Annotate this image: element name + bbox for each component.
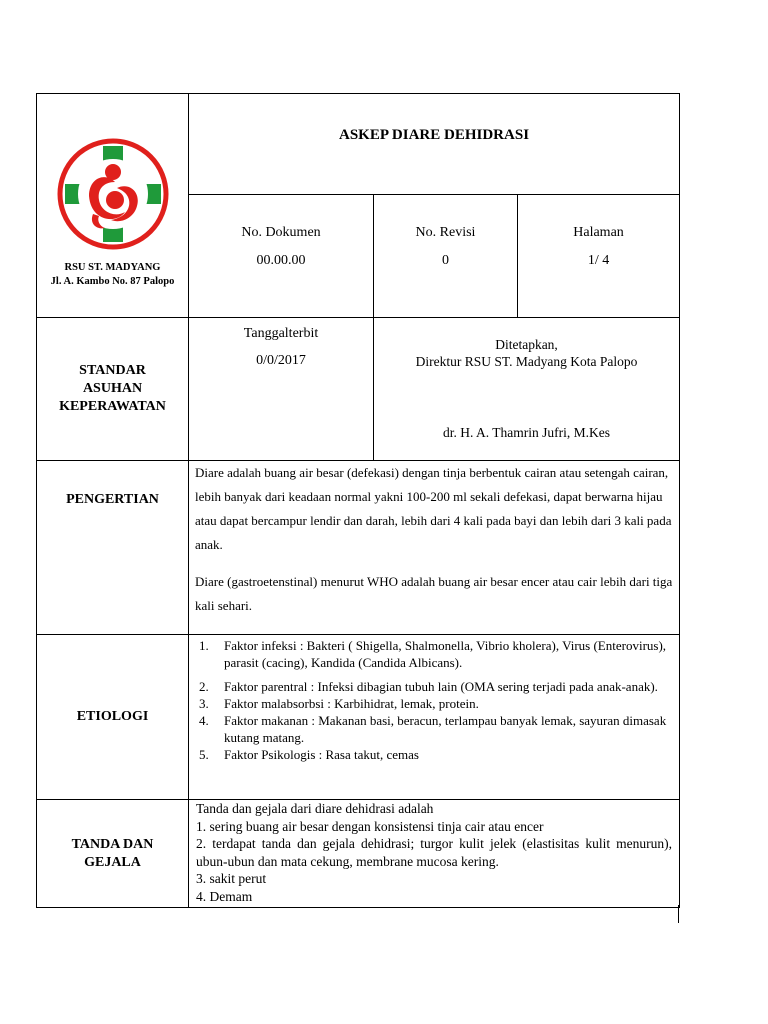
definition-paragraph: Diare (gastroetenstinal) menurut WHO adalah buang air besar encer atau cair lebih dari tiga kali sehari. <box>195 574 673 613</box>
approval-set-by: Ditetapkan, <box>495 337 558 352</box>
page-value: 1/ 4 <box>587 253 610 268</box>
definition-label-cell <box>37 461 189 635</box>
sop-table <box>36 93 680 908</box>
etiology-item-number: 3. <box>199 696 209 711</box>
etiology-content <box>189 635 680 800</box>
page-label: Halaman <box>573 225 624 240</box>
title-cell <box>189 94 680 195</box>
symptoms-intro: Tanda dan gejala dari diare dehidrasi adalah <box>196 801 434 816</box>
symptoms-label: TANDA DAN GEJALA <box>71 836 154 870</box>
symptoms-content <box>189 800 680 908</box>
etiology-item-text: Faktor parentral : Infeksi dibagian tubuh lain (OMA sering terjadi pada anak-anak). <box>224 679 658 694</box>
page-cell <box>518 195 680 318</box>
hospital-logo-cell <box>37 94 189 318</box>
etiology-item <box>197 637 673 671</box>
etiology-item-text: Faktor malabsorbsi : Karbihidrat, lemak, protein. <box>224 696 479 711</box>
issue-date-label: Tanggalterbit <box>243 326 319 341</box>
hospital-logo <box>37 138 188 255</box>
etiology-item-number: 5. <box>199 747 209 762</box>
revision-cell <box>374 195 518 318</box>
standard-label-cell <box>37 318 189 461</box>
standard-label: STANDAR ASUHAN KEPERAWATAN <box>59 363 166 414</box>
etiology-item-text: Faktor Psikologis : Rasa takut, cemas <box>224 747 419 762</box>
etiology-item <box>197 746 673 763</box>
doc-number-label: No. Dokumen <box>241 225 321 240</box>
etiology-item-number: 4. <box>199 713 209 728</box>
doc-number-cell <box>189 195 374 318</box>
symptoms-item: 3. sakit perut <box>196 871 267 886</box>
etiology-item <box>197 678 673 695</box>
etiology-item-text: Faktor makanan : Makanan basi, beracun, terlampau banyak lemak, sayuran dimasak kutang matang. <box>224 713 667 745</box>
symptoms-item: 4. Demam <box>196 888 253 904</box>
definition-label: PENGERTIAN <box>66 492 159 507</box>
table-continuation-line <box>678 905 679 923</box>
hospital-name: RSU ST. MADYANG <box>64 262 161 273</box>
approval-director: Direktur RSU ST. Madyang Kota Palopo <box>415 354 638 369</box>
etiology-item-number: 2. <box>199 679 209 694</box>
revision-label: No. Revisi <box>415 225 476 240</box>
etiology-item-number: 1. <box>199 638 209 653</box>
document-title: ASKEP DIARE DEHIDRASI <box>338 127 530 143</box>
etiology-item-text: Faktor infeksi : Bakteri ( Shigella, Shalmonella, Vibrio kholera), Virus (Enterovirus), parasit (cacing), Kandida (Candida Albicans). <box>224 638 667 670</box>
approval-cell <box>374 318 680 461</box>
symptoms-item: 1. sering buang air besar dengan konsistensi tinja cair atau encer <box>196 818 544 834</box>
issue-date-value: 0/0/2017 <box>256 353 306 368</box>
symptoms-label-cell <box>37 800 189 908</box>
issue-date-cell <box>189 318 374 461</box>
document <box>36 93 679 908</box>
doc-number-value: 00.00.00 <box>256 253 306 268</box>
hospital-logo-icon <box>57 138 169 250</box>
etiology-label: ETIOLOGI <box>76 709 149 724</box>
symptoms-item: 2. terdapat tanda dan gejala dehidrasi; turgor kulit jelek (elastisitas kulit menurun), ubun-ubun dan mata cekung, membrane mucosa kering. <box>196 836 673 869</box>
definition-content <box>189 461 680 635</box>
etiology-item <box>197 695 673 712</box>
hospital-address: Jl. A. Kambo No. 87 Palopo <box>50 276 175 287</box>
etiology-label-cell <box>37 635 189 800</box>
approval-signatory: dr. H. A. Thamrin Jufri, M.Kes <box>443 425 611 440</box>
revision-value: 0 <box>442 253 449 268</box>
definition-paragraph: Diare adalah buang air besar (defekasi) dengan tinja berbentuk cairan atau setengah cairan, lebih banyak dari keadaan normal yakni 100-200 ml sekali defekasi, dapat berwarna hijau atau dapat bercampur lendir dan darah, lebih dari 4 kali pada bayi dan lebih dari 3 kali pada anak. <box>195 465 672 552</box>
etiology-item <box>197 712 673 746</box>
